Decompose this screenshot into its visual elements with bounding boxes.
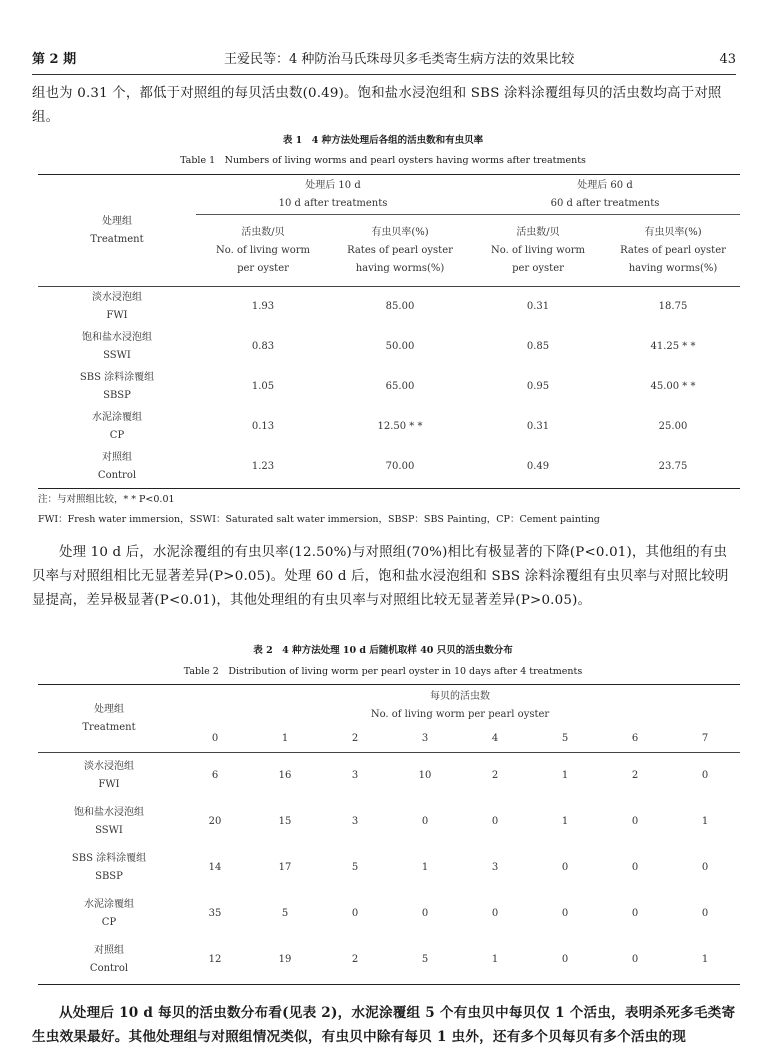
table2-group-header — [38, 685, 180, 753]
header-en: per oyster — [237, 262, 289, 274]
table-row — [38, 891, 740, 937]
table-cell: 1 — [701, 954, 709, 966]
table-cell: 0 — [351, 907, 359, 919]
header-cn: 活虫数/贝 — [241, 226, 285, 238]
header-cn: 处理组 — [94, 703, 124, 715]
row-label-cn: SBS 涂料涂覆组 — [79, 371, 155, 383]
page-number: 43 — [719, 52, 736, 67]
paragraph-text: 组也为 0.31 个，都低于对照组的每贝活虫数(0.49)。饱和盐水浸泡组和 SBS 涂料涂覆组每贝的活虫数均高于对照组。 — [32, 86, 722, 125]
table2-grid — [38, 684, 740, 985]
table-cell: 5 — [421, 954, 429, 966]
column-header: 7 — [701, 733, 709, 745]
table1-col-worm-10d — [196, 215, 330, 287]
table-cell: 12.50 * * — [377, 420, 423, 432]
table-cell: 1 — [701, 815, 709, 827]
row-label-en: SSWI — [103, 349, 131, 361]
table-cell: 0.85 — [526, 340, 550, 352]
row-label-en: FWI — [106, 309, 128, 321]
table-cell: 2 — [351, 954, 359, 966]
table-row — [38, 937, 740, 985]
table-cell: 41.25 * * — [650, 340, 696, 352]
header-en: No. of living worm per pearl oyster — [370, 708, 550, 720]
row-label-cn: 对照组 — [102, 452, 132, 464]
row-label-en: CP — [109, 429, 125, 441]
table-row — [38, 753, 740, 799]
table-row — [38, 327, 740, 367]
paragraph-text: 处理 10 d 后，水泥涂覆组的有虫贝率(12.50%)与对照组(70%)相比有极显著的下降(P<0.01)，其他组的有虫贝率与对照组相比无显著差异(P>0.05)。处理 60 d 后，饱和盐水浸泡组和 SBS 涂料涂覆组有虫贝率与对照比较明显提高，差异极显著(P<0.01)，其他处理组的有虫贝率与对照组比较无显著差异(P>0.05)。 — [32, 545, 729, 608]
table-cell: 0.49 — [526, 461, 550, 473]
table1-note-significance: 注：与对照组比较，* * P<0.01 — [38, 494, 175, 505]
table-cell: 3 — [351, 769, 359, 781]
table-cell: 15 — [278, 815, 292, 827]
table-cell: 0 — [631, 907, 639, 919]
row-label-cn: SBS 涂料涂覆组 — [71, 852, 147, 864]
table-cell: 16 — [278, 769, 292, 781]
table1-caption-en: Table 1 Numbers of living worms and pearl oysters having worms after treatments — [180, 155, 586, 166]
header-cn: 处理后 10 d — [305, 179, 361, 191]
running-title: 王爱民等：4 种防治马氏珠母贝多毛类寄生病方法的效果比较 — [224, 52, 575, 67]
issue-label: 第 2 期 — [32, 52, 77, 67]
table-row — [38, 845, 740, 891]
row-label-cn: 淡水浸泡组 — [92, 291, 142, 303]
header-en: No. of living worm — [491, 244, 585, 256]
table1 — [38, 174, 740, 489]
table-cell: 6 — [211, 769, 219, 781]
column-header: 0 — [211, 733, 219, 745]
table-cell: 5 — [281, 907, 289, 919]
table1-col-worm-60d — [470, 215, 606, 287]
header-en: No. of living worm — [216, 244, 310, 256]
table-cell: 0 — [561, 954, 569, 966]
table1-grid — [38, 174, 740, 489]
table-cell: 0 — [701, 861, 709, 873]
header-cn: 每贝的活虫数 — [430, 690, 490, 702]
body-paragraph-2 — [32, 541, 740, 613]
table-cell: 12 — [208, 954, 222, 966]
table-cell: 0 — [631, 954, 639, 966]
table-row — [38, 447, 740, 489]
header-en: Treatment — [82, 721, 136, 733]
table-cell: 0.31 — [526, 300, 550, 312]
table-cell: 65.00 — [385, 380, 415, 392]
header-en: per oyster — [512, 262, 564, 274]
table-cell: 0 — [491, 815, 499, 827]
paragraph-text: 从处理后 10 d 每贝的活虫数分布看(见表 2)，水泥涂覆组 5 个有虫贝中每贝仅 1 个活虫，表明杀死多毛类寄生虫效果最好。其他处理组与对照组情况类似，有虫贝中除有每贝 1 虫外，还有多个贝每贝有多个活虫的现 — [32, 1005, 736, 1045]
row-label-cn: 饱和盐水浸泡组 — [74, 806, 144, 818]
table1-note-abbreviations: FWI：Fresh water immersion，SSWI：Saturated salt water immersion，SBSP：SBS Painting，CP：Cement painting — [38, 514, 600, 525]
header-en: 10 d after treatments — [278, 197, 388, 209]
table2-caption-cn: 表 2 4 种方法处理 10 d 后随机取样 40 只贝的活虫数分布 — [253, 645, 513, 656]
row-label-en: FWI — [98, 778, 120, 790]
table1-col-rate-10d — [330, 215, 470, 287]
table-cell: 1 — [421, 861, 429, 873]
table-cell: 1 — [491, 954, 499, 966]
table-cell: 2 — [491, 769, 499, 781]
table1-group-header — [38, 175, 196, 287]
table-cell: 45.00 * * — [650, 380, 696, 392]
table1-caption-cn: 表 1 4 种方法处理后各组的活虫数和有虫贝率 — [282, 135, 484, 146]
table-cell: 19 — [278, 954, 292, 966]
header-en: 60 d after treatments — [550, 197, 660, 209]
table-cell: 0 — [491, 907, 499, 919]
table2-caption-en: Table 2 Distribution of living worm per pearl oyster in 10 days after 4 treatments — [183, 666, 583, 677]
table-cell: 10 — [418, 769, 432, 781]
table-cell: 18.75 — [658, 300, 688, 312]
table-cell: 0 — [701, 907, 709, 919]
table-row — [38, 407, 740, 447]
table-cell: 85.00 — [385, 300, 415, 312]
table-cell: 1 — [561, 769, 569, 781]
row-label-en: Control — [89, 963, 129, 975]
row-label-en: SBSP — [95, 870, 123, 882]
table-cell: 0 — [631, 861, 639, 873]
header-en: having worms(%) — [628, 262, 718, 274]
table1-period1-header — [196, 175, 470, 215]
running-header — [32, 44, 736, 75]
row-label-en: CP — [101, 916, 117, 928]
header-en: Treatment — [90, 233, 144, 245]
table-cell: 3 — [491, 861, 499, 873]
header-cn: 处理后 60 d — [577, 179, 633, 191]
table1-period2-header — [470, 175, 740, 215]
table-cell: 0.95 — [526, 380, 550, 392]
table-row — [38, 287, 740, 327]
table-cell: 1.05 — [251, 380, 275, 392]
table1-col-rate-60d — [606, 215, 740, 287]
column-header: 2 — [351, 733, 359, 745]
row-label-cn: 饱和盐水浸泡组 — [82, 331, 152, 343]
header-cn: 有虫贝率(%) — [644, 226, 702, 238]
header-en: having worms(%) — [355, 262, 445, 274]
table-cell: 0.83 — [251, 340, 275, 352]
table-cell: 5 — [351, 861, 359, 873]
row-label-cn: 水泥涂覆组 — [84, 898, 134, 910]
table-row — [38, 799, 740, 845]
table-cell: 0 — [561, 907, 569, 919]
table-cell: 50.00 — [385, 340, 415, 352]
table-cell: 0.13 — [251, 420, 275, 432]
table-cell: 0.31 — [526, 420, 550, 432]
row-label-en: Control — [97, 470, 137, 482]
table-cell: 20 — [208, 815, 222, 827]
row-label-cn: 对照组 — [94, 945, 124, 957]
row-label-en: SSWI — [95, 824, 123, 836]
table2 — [38, 684, 740, 985]
table1-notes — [38, 490, 600, 530]
table-cell: 70.00 — [385, 461, 415, 473]
table-row — [38, 367, 740, 407]
column-header: 4 — [491, 733, 499, 745]
header-cn: 处理组 — [102, 215, 132, 227]
row-label-cn: 水泥涂覆组 — [92, 411, 142, 423]
table-cell: 1.23 — [251, 461, 275, 473]
table2-span-header — [180, 685, 740, 727]
table-cell: 2 — [631, 769, 639, 781]
table-cell: 0 — [561, 861, 569, 873]
table-cell: 1 — [561, 815, 569, 827]
table-cell: 35 — [208, 907, 222, 919]
column-header: 3 — [421, 733, 429, 745]
header-en: Rates of pearl oyster — [347, 244, 453, 256]
row-label-en: SBSP — [103, 389, 131, 401]
table-cell: 17 — [278, 861, 292, 873]
table-cell: 23.75 — [658, 461, 688, 473]
body-paragraph-1 — [32, 82, 740, 130]
column-header: 6 — [631, 733, 639, 745]
table-cell: 14 — [208, 861, 222, 873]
table-cell: 25.00 — [658, 420, 688, 432]
header-en: Rates of pearl oyster — [620, 244, 726, 256]
header-cn: 有虫贝率(%) — [371, 226, 429, 238]
table-cell: 0 — [631, 815, 639, 827]
table-cell: 0 — [701, 769, 709, 781]
table-cell: 0 — [421, 907, 429, 919]
table-cell: 1.93 — [251, 300, 275, 312]
table-cell: 3 — [351, 815, 359, 827]
row-label-cn: 淡水浸泡组 — [84, 760, 134, 772]
column-header: 1 — [281, 733, 289, 745]
header-cn: 活虫数/贝 — [516, 226, 560, 238]
column-header: 5 — [561, 733, 569, 745]
body-paragraph-3 — [32, 1001, 740, 1049]
table-cell: 0 — [421, 815, 429, 827]
